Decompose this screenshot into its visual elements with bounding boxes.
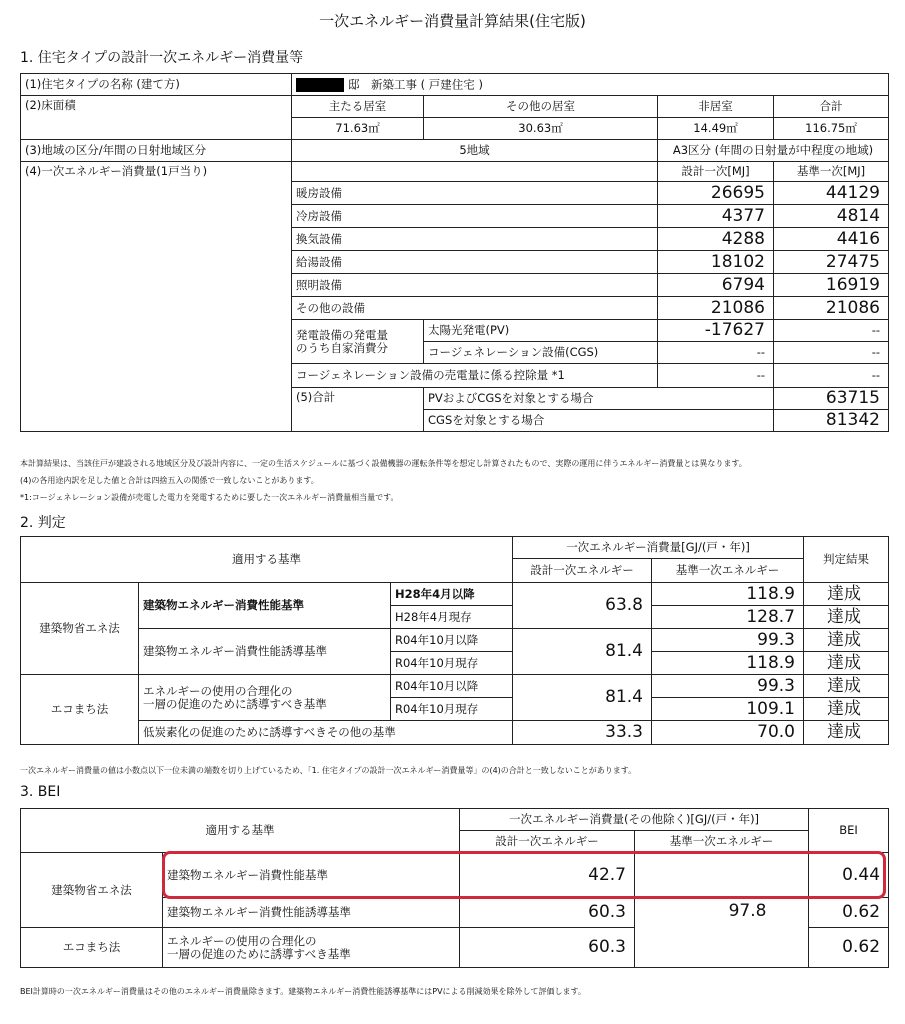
note: BEI計算時の一次エネルギー消費量はその他のエネルギー消費量除きます。建築物エネルギー消費性能誘導基準にはPVによる削減効果を除外して評価します。 [20, 987, 586, 996]
equipment-name: 照明設備 [292, 274, 658, 297]
design-value: 81.4 [513, 675, 652, 721]
design-value: 42.7 [460, 853, 635, 898]
floor-value: 14.49㎡ [658, 118, 774, 140]
design-col-header: 設計一次[MJ] [658, 162, 774, 182]
cgs-label: コージェネレーション設備(CGS) [424, 342, 658, 364]
result: 達成 [804, 583, 889, 606]
equipment-design: 6794 [658, 274, 774, 297]
standard-value: 128.7 [652, 606, 804, 629]
generation-label: 発電設備の発電量 のうち自家消費分 [292, 320, 424, 364]
floor-value: 30.63㎡ [424, 118, 658, 140]
standard-name: エネルギーの使用の合理化の 一層の促進のために誘導すべき基準 [163, 928, 460, 968]
applied-standard-header: 適用する基準 [21, 809, 460, 853]
total-label: (5)合計 [292, 388, 424, 432]
equipment-design: 26695 [658, 182, 774, 205]
standard-name: 建築物エネルギー消費性能誘導基準 [139, 629, 391, 675]
period: R04年10月以降 [391, 675, 513, 698]
house-name-value: 邸 新築工事 ( 戸建住宅 ) [292, 74, 889, 96]
highlight-box [162, 851, 886, 899]
note: 一次エネルギー消費量の値は小数点以下一位未満の端数を切り上げているため、「1. 住宅タイプの設計一次エネルギー消費量等」の(4)の合計と一致しないことがあります。 [20, 766, 637, 775]
equipment-design: 4288 [658, 228, 774, 251]
period: R04年10月現存 [391, 698, 513, 721]
result: 達成 [804, 652, 889, 675]
equipment-name: 換気設備 [292, 228, 658, 251]
energy-label: (4)一次エネルギー消費量(1戸当り) [21, 162, 292, 432]
floor-value: 71.63㎡ [292, 118, 424, 140]
law-label: 建築物省エネ法 [21, 853, 163, 928]
note: *1:コージェネレーション設備が売電した電力を発電するために要した一次エネルギー消費量相当量です。 [20, 493, 399, 502]
standard-name: 建築物エネルギー消費性能基準 [139, 583, 391, 629]
equipment-name: 給湯設備 [292, 251, 658, 274]
standard-header: 基準一次エネルギー [652, 559, 804, 583]
pv-standard: -- [774, 320, 889, 342]
design-header: 設計一次エネルギー [513, 559, 652, 583]
floor-value: 116.75㎡ [774, 118, 889, 140]
standard-name: エネルギーの使用の合理化の 一層の促進のために誘導すべき基準 [139, 675, 391, 721]
standard-value: 109.1 [652, 698, 804, 721]
standard-value: 118.9 [652, 583, 804, 606]
total-cgs-label: CGSを対象とする場合 [424, 410, 774, 432]
note: 本計算結果は、当該住戸が建設される地域区分及び設計内容に、一定の生活スケジュールに基づく設備機器の運転条件等を想定し計算されたもので、実際の運用に伴うエネルギー消費量とは異なります。 [20, 459, 747, 468]
standard-value: 99.3 [652, 675, 804, 698]
standard-name: 建築物エネルギー消費性能基準 [163, 853, 460, 898]
redaction-block [296, 78, 344, 92]
bei-value: 0.62 [809, 898, 889, 928]
equipment-name: 冷房設備 [292, 205, 658, 228]
equipment-standard: 27475 [774, 251, 889, 274]
region-value: 5地域 [292, 140, 658, 162]
result: 達成 [804, 698, 889, 721]
equipment-design: 4377 [658, 205, 774, 228]
result-header: 判定結果 [804, 537, 889, 583]
equipment-standard: 16919 [774, 274, 889, 297]
design-value: 33.3 [513, 721, 652, 745]
law-label: 建築物省エネ法 [21, 583, 139, 675]
design-value: 60.3 [460, 928, 635, 968]
design-header: 設計一次エネルギー [460, 831, 635, 853]
design-value: 60.3 [460, 898, 635, 928]
equipment-name: 暖房設備 [292, 182, 658, 205]
pv-label: 太陽光発電(PV) [424, 320, 658, 342]
equipment-standard: 4814 [774, 205, 889, 228]
cgs-design: -- [658, 342, 774, 364]
energy-header: 一次エネルギー消費量(その他除く)[GJ/(戸・年)] [460, 809, 809, 831]
floor-area-label: (2)床面積 [21, 96, 292, 140]
standard-value: 99.3 [652, 629, 804, 652]
sell-design: -- [658, 364, 774, 388]
region-label: (3)地域の区分/年間の日射地域区分 [21, 140, 292, 162]
law-label: エコまち法 [21, 928, 163, 968]
floor-header: 非居室 [658, 96, 774, 118]
floor-header: その他の居室 [424, 96, 658, 118]
sell-standard: -- [774, 364, 889, 388]
design-value: 63.8 [513, 583, 652, 629]
standard-value: 118.9 [652, 652, 804, 675]
applied-standard-header: 適用する基準 [21, 537, 513, 583]
note: (4)の各用途内訳を足した値と合計は四捨五入の関係で一致しないことがあります。 [20, 476, 319, 485]
result: 達成 [804, 675, 889, 698]
pv-design: -17627 [658, 320, 774, 342]
law-label: エコまち法 [21, 675, 139, 745]
equipment-design: 18102 [658, 251, 774, 274]
floor-header: 合計 [774, 96, 889, 118]
standard-name: 建築物エネルギー消費性能誘導基準 [163, 898, 460, 928]
bei-header: BEI [809, 809, 889, 853]
section2-table [20, 536, 889, 745]
section2-heading: 2. 判定 [20, 515, 66, 531]
energy-header: 一次エネルギー消費量[GJ/(戸・年)] [513, 537, 804, 559]
bei-value: 0.44 [809, 853, 889, 898]
page-title: 一次エネルギー消費量計算結果(住宅版) [319, 12, 586, 30]
standard-value: 70.0 [652, 721, 804, 745]
floor-header: 主たる居室 [292, 96, 424, 118]
period: H28年4月現存 [391, 606, 513, 629]
period: R04年10月以降 [391, 629, 513, 652]
sell-deduction-label: コージェネレーション設備の売電量に係る控除量 *1 [292, 364, 658, 388]
period: R04年10月現存 [391, 652, 513, 675]
equipment-standard: 44129 [774, 182, 889, 205]
result: 達成 [804, 721, 889, 745]
section3-heading: 3. BEI [20, 784, 61, 800]
total-cgs-value: 81342 [774, 410, 889, 432]
equipment-name: その他の設備 [292, 297, 658, 320]
standard-header: 基準一次エネルギー [635, 831, 809, 853]
total-pv-label: PVおよびCGSを対象とする場合 [424, 388, 774, 410]
standard-value: 97.8 [635, 898, 809, 968]
standard-col-header: 基準一次[MJ] [774, 162, 889, 182]
section1-heading: 1. 住宅タイプの設計一次エネルギー消費量等 [20, 50, 304, 66]
result: 達成 [804, 629, 889, 652]
house-name-label: (1)住宅タイプの名称 (建て方) [21, 74, 292, 96]
solar-region-value: A3区分 (年間の日射量が中程度の地域) [658, 140, 889, 162]
bei-value: 0.62 [809, 928, 889, 968]
equipment-standard: 4416 [774, 228, 889, 251]
cgs-standard: -- [774, 342, 889, 364]
period: H28年4月以降 [391, 583, 513, 606]
design-value: 81.4 [513, 629, 652, 675]
equipment-design: 21086 [658, 297, 774, 320]
section1-table [20, 73, 889, 432]
result: 達成 [804, 606, 889, 629]
standard-name: 低炭素化の促進のために誘導すべきその他の基準 [139, 721, 513, 745]
equipment-standard: 21086 [774, 297, 889, 320]
total-pv-value: 63715 [774, 388, 889, 410]
